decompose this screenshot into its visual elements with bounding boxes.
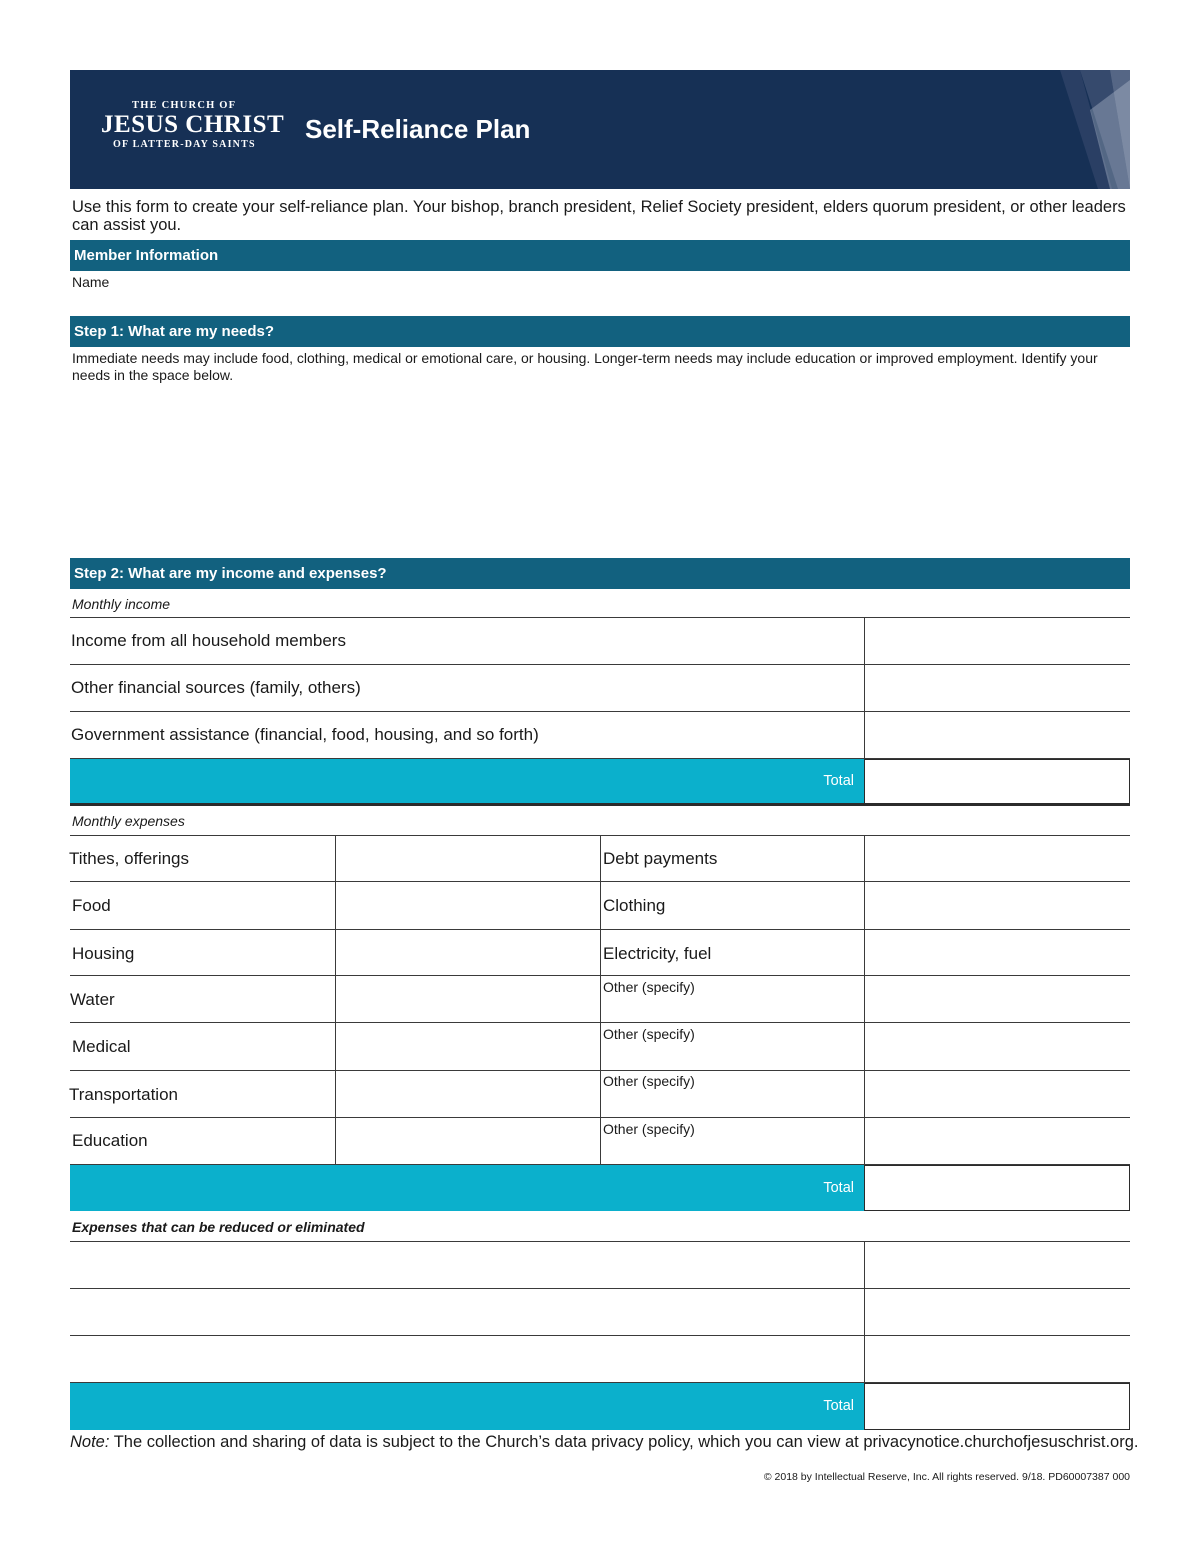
income-total-input[interactable] [864, 759, 1130, 804]
logo-text-main: JESUS CHRIST [101, 111, 285, 138]
header-banner [70, 70, 1130, 189]
expense-other-2-input[interactable] [866, 1024, 1128, 1069]
expense-housing-input[interactable] [337, 931, 599, 974]
expense-tithes-input[interactable] [337, 837, 599, 880]
expense-clothing-label: Clothing [603, 896, 666, 915]
income-row-government: Government assistance (financial, food, housing, and so forth) [71, 725, 539, 744]
monthly-income-label: Monthly income [72, 596, 171, 612]
step1-description: Immediate needs may include food, clothing, medical or emotional care, or housing. Longer-term needs may include education or improved employment. Identify your needs in the space below. [72, 350, 1098, 383]
expense-debt-label: Debt payments [603, 849, 718, 868]
income-row-other-sources: Other financial sources (family, others) [71, 678, 361, 697]
expense-housing-label: Housing [72, 944, 135, 963]
expense-other-3-input[interactable] [866, 1072, 1128, 1116]
name-field[interactable] [70, 290, 1130, 312]
reduce-amount-2-input[interactable] [866, 1290, 1128, 1334]
expense-debt-input[interactable] [866, 837, 1128, 880]
privacy-note [70, 1433, 1138, 1452]
expense-other-2-label: Other (specify) [603, 1026, 695, 1042]
expense-other-3-label: Other (specify) [603, 1073, 695, 1089]
income-total-label: Total [823, 773, 854, 789]
income-household-input[interactable] [866, 619, 1128, 663]
expense-education-label: Education [72, 1131, 148, 1150]
reduce-item-2-input[interactable] [70, 1290, 862, 1334]
expense-water-input[interactable] [337, 977, 599, 1021]
expense-food-input[interactable] [337, 883, 599, 928]
expense-transportation-input[interactable] [337, 1072, 599, 1116]
expense-other-4-label: Other (specify) [603, 1121, 695, 1137]
expense-clothing-input[interactable] [866, 883, 1128, 928]
page-title: Self-Reliance Plan [305, 114, 531, 144]
member-information-heading: Member Information [70, 240, 1130, 271]
intro-text: Use this form to create your self-reliance plan. Your bishop, branch president, Relief Society president, elders quorum president, or other leaders can assist you. [72, 198, 1126, 234]
reduce-amount-1-input[interactable] [866, 1243, 1128, 1287]
expenses-total-input[interactable] [864, 1165, 1130, 1211]
expense-other-1-label: Other (specify) [603, 979, 695, 995]
reduce-total-label: Total [823, 1398, 854, 1414]
note-text: The collection and sharing of data is subject to the Church’s data privacy policy, which you can view at privacynotice.churchofjesuschrist.org. [109, 1433, 1139, 1451]
logo-text-bottom: OF LATTER-DAY SAINTS [113, 139, 256, 150]
reduce-item-3-input[interactable] [70, 1337, 862, 1381]
reduce-expenses-label: Expenses that can be reduced or eliminated [72, 1219, 365, 1235]
step1-heading: Step 1: What are my needs? [70, 316, 1130, 347]
copyright: © 2018 by Intellectual Reserve, Inc. All rights reserved. 9/18. PD60007387 000 [763, 1471, 1130, 1483]
income-other-sources-input[interactable] [866, 666, 1128, 710]
expenses-total-label: Total [823, 1180, 854, 1196]
income-government-input[interactable] [866, 713, 1128, 757]
name-label: Name [72, 274, 110, 290]
expense-transportation-label: Transportation [69, 1085, 178, 1104]
step2-heading: Step 2: What are my income and expenses? [70, 558, 1130, 589]
expense-electricity-label: Electricity, fuel [603, 944, 712, 963]
reduce-total-bar [70, 1383, 864, 1430]
decorative-light-rays-icon [1040, 70, 1130, 189]
expense-water-label: Water [70, 990, 115, 1009]
reduce-amount-3-input[interactable] [866, 1337, 1128, 1381]
expense-medical-input[interactable] [337, 1024, 599, 1069]
expense-food-label: Food [72, 896, 111, 915]
monthly-expenses-label: Monthly expenses [72, 813, 185, 829]
logo-text-top: THE CHURCH OF [132, 100, 237, 111]
expense-electricity-input[interactable] [866, 931, 1128, 974]
expense-other-4-input[interactable] [866, 1119, 1128, 1163]
expense-other-1-input[interactable] [866, 977, 1128, 1021]
needs-textarea[interactable] [70, 388, 1130, 553]
reduce-item-1-input[interactable] [70, 1243, 862, 1287]
note-label: Note: [70, 1433, 110, 1451]
reduce-total-input[interactable] [864, 1383, 1130, 1430]
expense-education-input[interactable] [337, 1119, 599, 1163]
expense-medical-label: Medical [72, 1037, 131, 1056]
income-row-household: Income from all household members [71, 631, 346, 650]
income-total-bar [70, 759, 864, 804]
expense-tithes-label: Tithes, offerings [69, 849, 190, 868]
expenses-total-bar [70, 1165, 864, 1211]
